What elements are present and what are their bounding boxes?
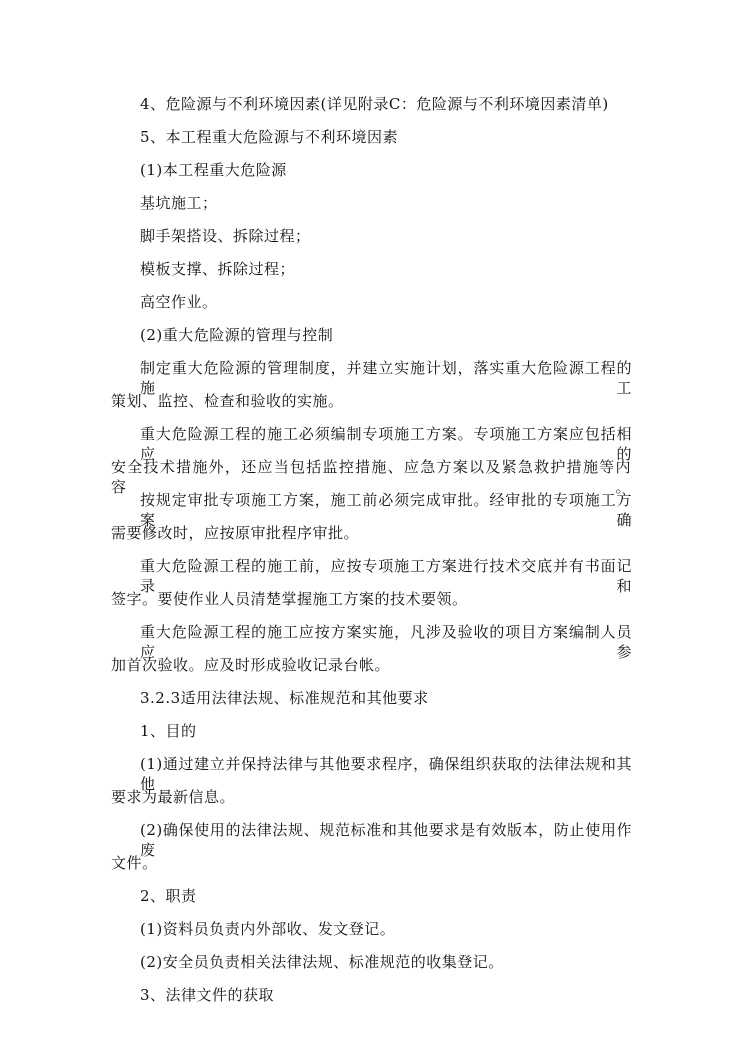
list-item: (2)安全员负责相关法律法规、标准规范的收集登记。 (140, 953, 504, 971)
list-item: 模板支撑、拆除过程； (140, 260, 296, 278)
paragraph-line: 安全技术措施外，还应当包括监控措施、应急方案以及紧急救护措施等内容。 (111, 458, 631, 496)
list-item: (1)资料员负责内外部收、发文登记。 (140, 920, 396, 938)
subheading-management-control: (2)重大危险源的管理与控制 (140, 326, 334, 344)
paragraph-line: 重大危险源工程的施工必须编制专项施工方案。专项施工方案应包括相应的 (140, 425, 632, 463)
paragraph-line: 重大危险源工程的施工前，应按专项施工方案进行技术交底并有书面记录和 (140, 557, 632, 595)
list-item-hazard-sources: 4、危险源与不利环境因素(详见附录C：危险源与不利环境因素清单) (140, 95, 609, 113)
paragraph-line: 需要修改时，应按原审批程序审批。 (111, 524, 360, 542)
paragraph-line: 文件。 (111, 854, 158, 872)
subheading-legal-documents: 3、法律文件的获取 (140, 986, 275, 1004)
section-heading-laws: 3.2.3适用法律法规、标准规范和其他要求 (140, 689, 429, 707)
paragraph-line: 按规定审批专项施工方案，施工前必须完成审批。经审批的专项施工方案确 (140, 491, 632, 529)
list-item: 高空作业。 (140, 293, 218, 311)
subheading-major-hazards: (1)本工程重大危险源 (140, 161, 287, 179)
paragraph-line: (2)确保使用的法律法规、规范标准和其他要求是有效版本，防止使用作废 (140, 821, 632, 859)
subheading-responsibilities: 2、职责 (140, 887, 197, 905)
subheading-purpose: 1、目的 (140, 722, 197, 740)
paragraph-line: 制定重大危险源的管理制度，并建立实施计划，落实重大危险源工程的施工 (140, 359, 632, 397)
section-heading-major-hazards: 5、本工程重大危险源与不利环境因素 (140, 128, 399, 146)
paragraph-line: 要求为最新信息。 (111, 788, 236, 806)
list-item: 脚手架搭设、拆除过程； (140, 227, 311, 245)
paragraph-line: 签字。要使作业人员清楚掌握施工方案的技术要领。 (111, 590, 468, 608)
list-item: 基坑施工； (140, 194, 218, 212)
paragraph-line: 策划、监控、检查和验收的实施。 (111, 392, 344, 410)
paragraph-line: (1)通过建立并保持法律与其他要求程序，确保组织获取的法律法规和其他 (140, 755, 632, 793)
paragraph-line: 加首次验收。应及时形成验收记录台帐。 (111, 656, 391, 674)
paragraph-line: 重大危险源工程的施工应按方案实施，凡涉及验收的项目方案编制人员应参 (140, 623, 632, 661)
